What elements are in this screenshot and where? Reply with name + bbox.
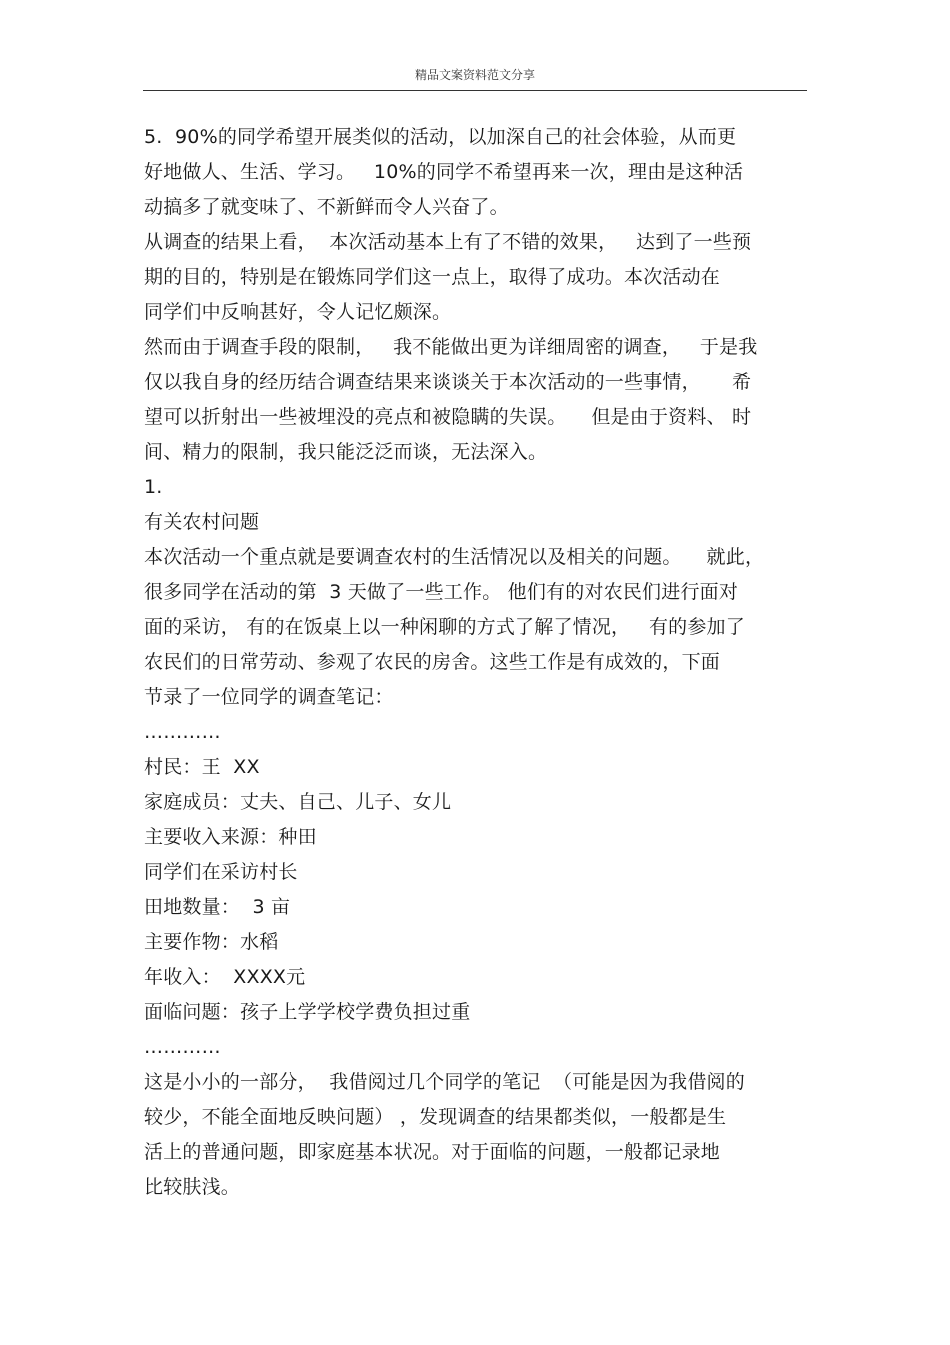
note-line: 主要收入来源：种田	[144, 826, 317, 848]
header-divider	[143, 90, 807, 91]
text-line: 然而由于调查手段的限制， 我不能做出更为详细周密的调查， 于是我	[144, 336, 758, 358]
ellipsis-line: …………	[144, 1036, 221, 1058]
text-line: 节录了一位同学的调查笔记：	[144, 686, 394, 708]
text-line: 动搞多了就变味了、不新鲜而令人兴奋了。	[144, 196, 509, 218]
document-body	[144, 120, 816, 1205]
note-line: 同学们在采访村长	[144, 861, 298, 883]
page-header: 精品文案资料范文分享	[414, 68, 535, 82]
text-line: 活上的普通问题，即家庭基本状况。对于面临的问题，一般都记录地	[144, 1141, 721, 1163]
text-line: 仅以我自身的经历结合调查结果来谈谈关于本次活动的一些事情， 希	[144, 371, 752, 393]
note-line: 家庭成员：丈夫、自己、儿子、女儿	[144, 791, 452, 813]
text-line: 5. 90%的同学希望开展类似的活动，以加深自己的社会体验，从而更	[144, 126, 737, 148]
section-number: 1.	[144, 476, 163, 498]
note-line: 村民：王 XX	[144, 756, 260, 778]
text-line: 本次活动一个重点就是要调查农村的生活情况以及相关的问题。 就此，	[144, 546, 765, 568]
text-line: 间、精力的限制，我只能泛泛而谈，无法深入。	[144, 441, 548, 463]
text-line: 同学们中反响甚好，令人记忆颇深。	[144, 301, 452, 323]
note-line: 面临问题：孩子上学学校学费负担过重	[144, 1001, 471, 1023]
text-line: 较少，不能全面地反映问题） ，发现调查的结果都类似，一般都是生	[144, 1106, 727, 1128]
text-line: 期的目的，特别是在锻炼同学们这一点上，取得了成功。本次活动在	[144, 266, 721, 288]
text-line: 好地做人、生活、学习。 10%的同学不希望再来一次，理由是这种活	[144, 161, 744, 183]
text-line: 望可以折射出一些被埋没的亮点和被隐瞒的失误。 但是由于资料、 时	[144, 406, 752, 428]
note-line: 田地数量： 3 亩	[144, 896, 291, 918]
text-line: 比较肤浅。	[144, 1176, 241, 1198]
text-line: 从调查的结果上看， 本次活动基本上有了不错的效果， 达到了一些预	[144, 231, 752, 253]
note-line: 主要作物：水稻	[144, 931, 279, 953]
note-line: 年收入： XXXX元	[144, 966, 306, 988]
text-line: 很多同学在活动的第 3 天做了一些工作。 他们有的对农民们进行面对	[144, 581, 739, 603]
text-line: 面的采访， 有的在饭桌上以一种闲聊的方式了解了情况， 有的参加了	[144, 616, 745, 638]
text-line: 农民们的日常劳动、参观了农民的房舍。这些工作是有成效的，下面	[144, 651, 721, 673]
text-line: 这是小小的一部分， 我借阅过几个同学的笔记 （可能是因为我借阅的	[144, 1071, 745, 1093]
ellipsis-line: …………	[144, 721, 221, 743]
section-heading: 有关农村问题	[144, 511, 260, 533]
